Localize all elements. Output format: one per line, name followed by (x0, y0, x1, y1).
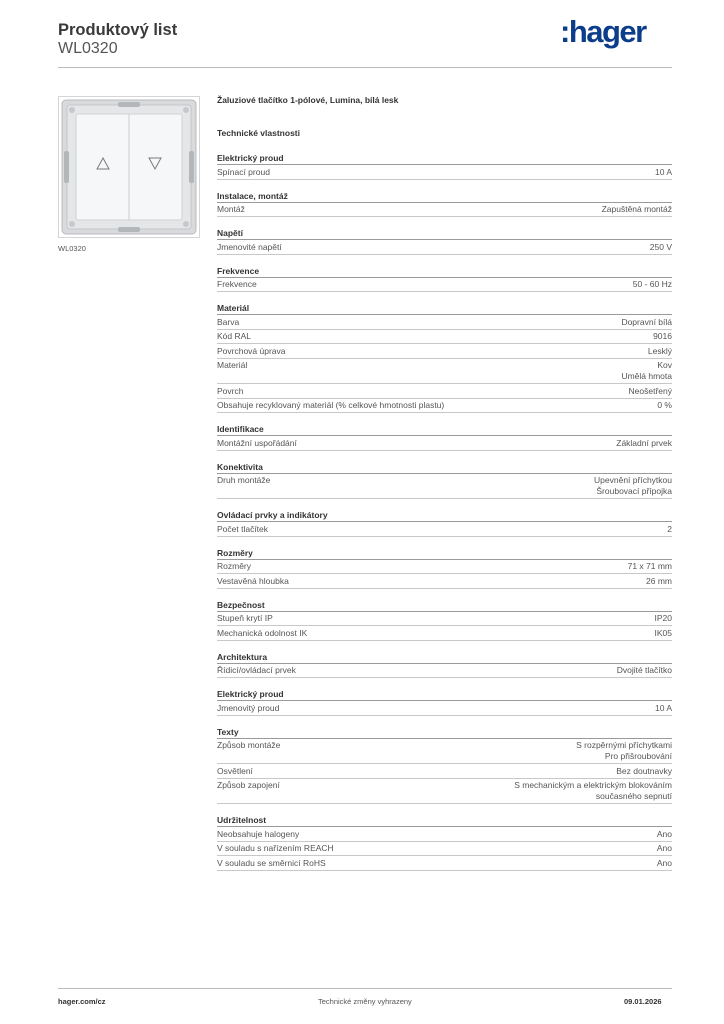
spec-label: Osvětlení (217, 765, 253, 776)
spec-section (217, 547, 672, 589)
spec-content (217, 95, 672, 871)
spec-value-line: Základní prvek (616, 437, 672, 448)
spec-section (217, 461, 672, 500)
tech-heading: Technické vlastnosti (217, 128, 300, 138)
spec-value (655, 703, 672, 714)
spec-label: Povrch (217, 385, 244, 396)
footer-date: 09.01.2026 (624, 997, 662, 1006)
spec-row (217, 827, 672, 842)
spec-value (655, 613, 673, 624)
spec-label: Vestavěná hloubka (217, 575, 289, 586)
spec-label: Povrchová úprava (217, 345, 286, 356)
spec-row (217, 330, 672, 345)
spec-value (594, 475, 672, 497)
spec-value (667, 524, 672, 535)
spec-value-line: 50 - 60 Hz (632, 279, 672, 289)
spec-value (628, 561, 672, 572)
spec-row (217, 344, 672, 359)
section-title: Architektura (217, 651, 672, 664)
product-image (58, 96, 200, 238)
spec-section (217, 227, 672, 255)
spec-section (217, 814, 672, 871)
spec-section (217, 152, 672, 180)
spec-value (657, 829, 672, 840)
spec-value-line: 10 A (654, 166, 672, 177)
hager-logo[interactable]: :hager (560, 14, 646, 49)
spec-value-line: IP20 (654, 613, 672, 623)
spec-value-line: Ano (656, 843, 672, 853)
spec-row (217, 739, 672, 765)
section-title: Elektrický proud (217, 152, 672, 165)
spec-row (217, 764, 672, 779)
spec-section (217, 190, 672, 218)
spec-row (217, 779, 672, 805)
spec-value (657, 843, 672, 854)
spec-label: V souladu se směrnicí RoHS (217, 857, 326, 868)
header-divider (58, 67, 672, 68)
spec-value-line: Lesklý (647, 345, 672, 356)
section-title: Elektrický proud (217, 688, 672, 701)
spec-value-line: Pro přišroubování (604, 751, 672, 761)
spec-label: Způsob zapojení (217, 780, 280, 790)
spec-row (217, 701, 672, 716)
section-title: Udržitelnost (217, 814, 672, 827)
spec-row (217, 165, 672, 180)
spec-section (217, 599, 672, 641)
spec-label: Jmenovitý proud (217, 702, 280, 713)
spec-value (621, 360, 672, 382)
spec-section (217, 651, 672, 679)
section-title: Texty (217, 726, 672, 739)
spec-row (217, 612, 672, 627)
spec-value (616, 438, 672, 449)
section-title: Identifikace (217, 423, 672, 436)
spec-value-line: IK05 (654, 627, 672, 638)
spec-section (217, 688, 672, 716)
spec-value-line: 26 mm (646, 575, 672, 586)
product-code: WL0320 (58, 40, 118, 57)
spec-row (217, 436, 672, 451)
spec-label: Rozměry (217, 561, 252, 571)
spec-label: Kód RAL (217, 331, 252, 341)
spec-value-line: 250 V (649, 241, 672, 252)
spec-label: Frekvence (217, 279, 257, 289)
section-title: Napětí (217, 227, 672, 240)
spec-label: Obsahuje recyklovaný materiál (% celkové hmotnosti plastu) (217, 400, 445, 410)
spec-row (217, 522, 672, 537)
footer-disclaimer: Technické změny vyhrazeny (318, 997, 412, 1006)
spec-value-line: Ano (656, 857, 672, 868)
spec-value (617, 665, 672, 676)
footer-divider (58, 988, 672, 989)
spec-value-line: Ano (656, 828, 672, 839)
page-title: Produktový list (58, 21, 178, 39)
image-caption: WL0320 (58, 244, 86, 253)
spec-value (657, 858, 672, 869)
spec-value-line: Zapuštěná montáž (601, 204, 672, 214)
spec-row (217, 359, 672, 385)
spec-label: Řídicí/ovládací prvek (217, 665, 296, 675)
spec-row (217, 574, 672, 589)
spec-value-line: S mechanickým a elektrickým blokováním (514, 780, 672, 790)
section-title: Materiál (217, 302, 672, 315)
spec-row (217, 626, 672, 641)
spec-value-line: 10 A (654, 702, 672, 713)
footer-website[interactable]: hager.com/cz (58, 997, 106, 1006)
spec-value-line: 9016 (653, 331, 672, 341)
spec-row (217, 560, 672, 575)
section-title: Frekvence (217, 265, 672, 278)
spec-value (655, 628, 673, 639)
section-title: Instalace, montáž (217, 190, 672, 203)
spec-value-line: 71 x 71 mm (627, 561, 672, 571)
spec-section (217, 509, 672, 537)
spec-row (217, 474, 672, 500)
section-title: Konektivita (217, 461, 672, 474)
spec-value-line: Šroubovací přípojka (596, 486, 672, 496)
spec-row (217, 203, 672, 218)
spec-value (655, 167, 672, 178)
spec-value-line: Upevnění příchytkou (594, 475, 672, 485)
spec-label: Spínací proud (217, 166, 270, 177)
product-name: Žaluziové tlačítko 1-pólové, Lumina, bílá lesk (217, 95, 399, 105)
spec-row (217, 278, 672, 293)
spec-row (217, 315, 672, 330)
spec-row (217, 384, 672, 399)
spec-value (646, 576, 672, 587)
spec-row (217, 664, 672, 679)
spec-label: Neobsahuje halogeny (217, 828, 300, 839)
spec-label: Stupeň krytí IP (217, 613, 273, 623)
spec-label: Montážní uspořádání (217, 437, 297, 448)
spec-value (576, 740, 672, 762)
spec-value (653, 331, 672, 342)
spec-section (217, 265, 672, 293)
spec-value (633, 279, 672, 290)
spec-row (217, 856, 672, 871)
spec-value (650, 242, 672, 253)
spec-label: Mechanická odolnost IK (217, 627, 308, 638)
spec-value (657, 400, 672, 411)
spec-value-line: současného sepnutí (595, 791, 672, 801)
spec-section (217, 302, 672, 413)
spec-row (217, 240, 672, 255)
spec-value (629, 386, 672, 397)
spec-label: Způsob montáže (217, 740, 281, 750)
spec-section (217, 423, 672, 451)
spec-value (514, 780, 672, 802)
spec-label: Materiál (217, 360, 248, 370)
spec-label: Počet tlačítek (217, 523, 269, 534)
spec-value-line: Neošetřený (628, 385, 672, 396)
spec-sections (217, 152, 672, 871)
spec-value-line: Dvojité tlačítko (616, 665, 672, 675)
spec-value-line: Dopravní bílá (621, 316, 672, 327)
spec-value (648, 346, 672, 357)
spec-value-line: Kov (657, 360, 672, 370)
spec-value-line: 2 (667, 523, 672, 534)
spec-label: Druh montáže (217, 475, 271, 485)
spec-value-line: 0 % (657, 400, 672, 410)
spec-value (616, 766, 672, 777)
spec-label: Montáž (217, 204, 245, 214)
spec-row (217, 842, 672, 857)
spec-label: Jmenovité napětí (217, 241, 282, 252)
spec-label: V souladu s nařízením REACH (217, 843, 334, 853)
spec-label: Barva (217, 316, 240, 327)
spec-row (217, 399, 672, 414)
section-title: Bezpečnost (217, 599, 672, 612)
section-title: Rozměry (217, 547, 672, 560)
spec-value-line: S rozpěrnými příchytkami (576, 740, 672, 750)
section-title: Ovládací prvky a indikátory (217, 509, 672, 522)
spec-value (602, 204, 672, 215)
spec-value-line: Bez doutnavky (616, 765, 672, 776)
spec-value-line: Umělá hmota (621, 371, 672, 381)
spec-section (217, 726, 672, 805)
spec-value (621, 317, 672, 328)
